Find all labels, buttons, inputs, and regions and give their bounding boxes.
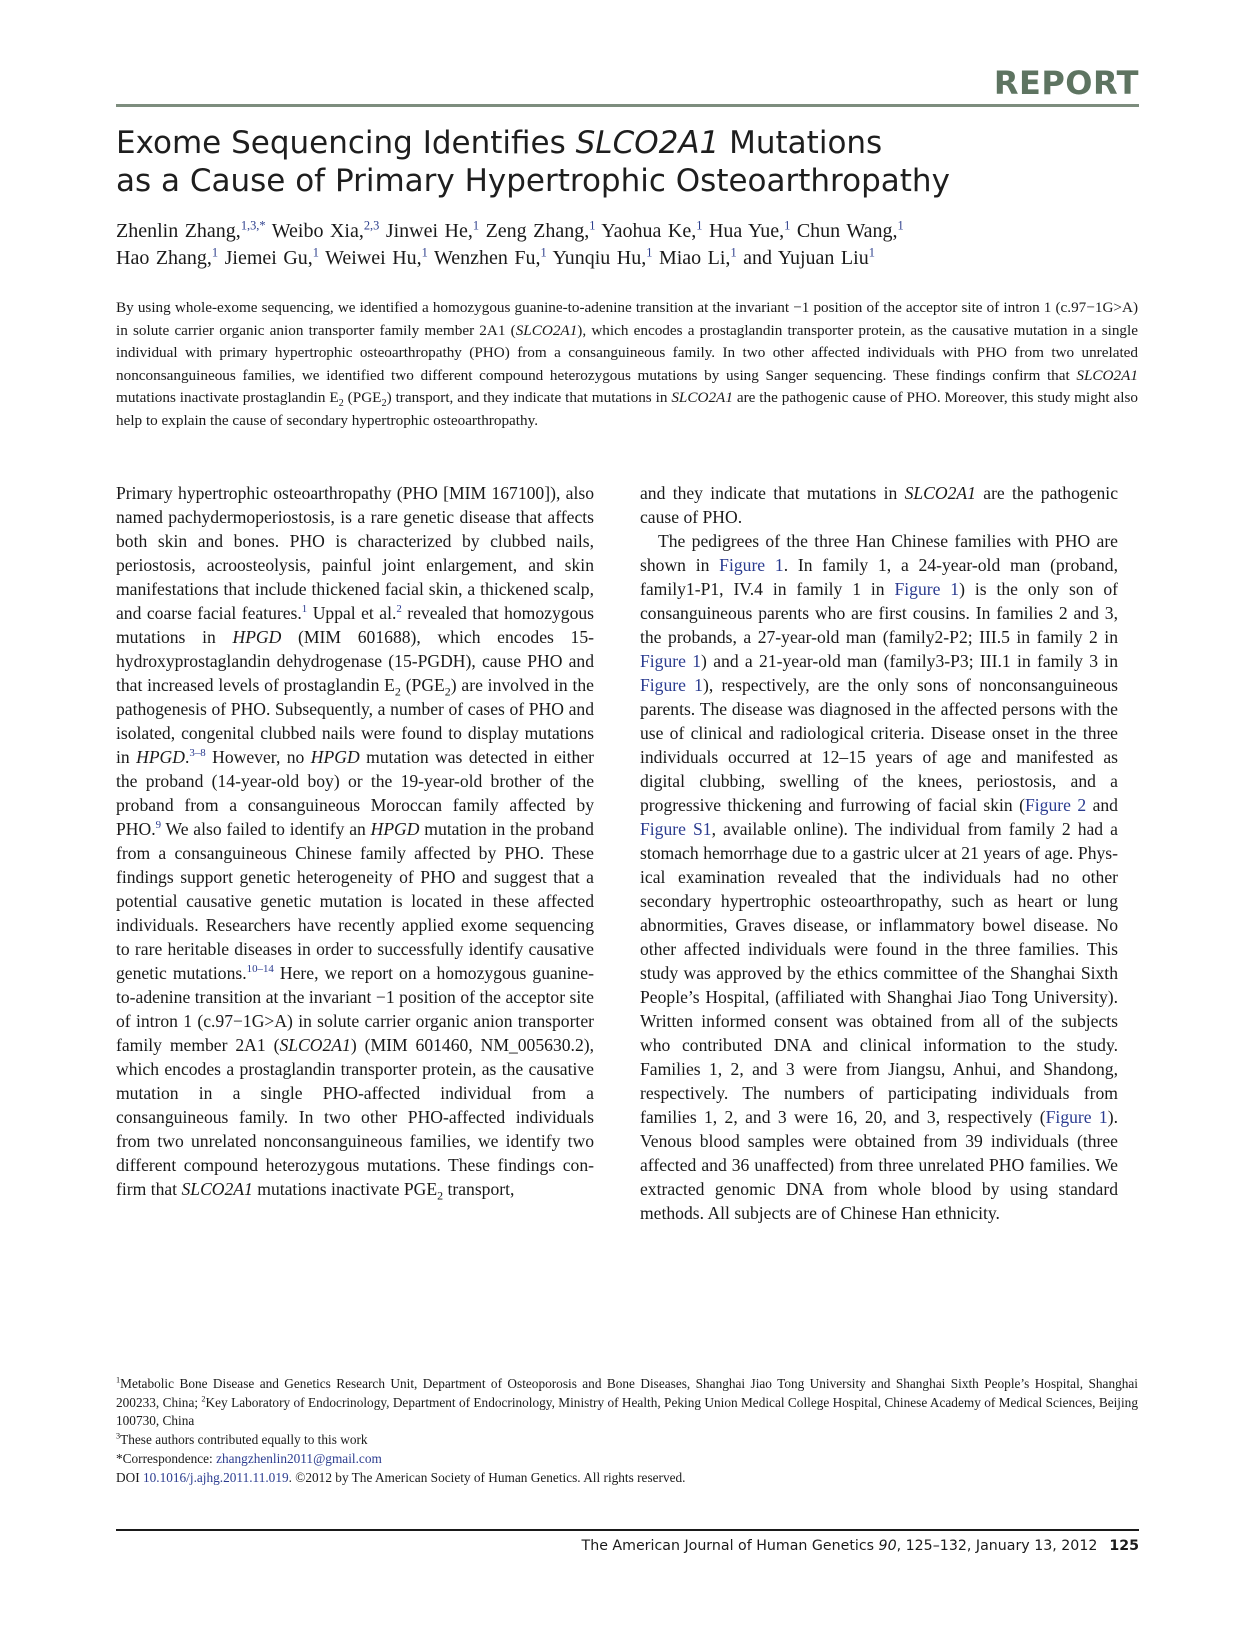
author-affiliation: 1 (730, 245, 737, 260)
author-affiliation: 2,3 (363, 218, 380, 233)
author-affiliation: 1 (421, 245, 428, 260)
author-name: and Yujuan Liu (743, 247, 869, 269)
figure-link[interactable]: Figure 1 (894, 579, 960, 599)
correspondence-footnote: *Correspondence: zhangzhenlin2011@gmail.com (116, 1450, 382, 1466)
body-column-right (640, 481, 1118, 1225)
header-rule (116, 104, 1139, 107)
author-name: Weiwei Hu, (325, 247, 422, 269)
author-name: Yunqiu Hu, (552, 247, 647, 269)
title-line-1: Exome Sequencing Identifies SLCO2A1 Mutations (116, 125, 883, 161)
author-affiliation: 1 (211, 245, 219, 260)
title-gene: SLCO2A1 (575, 125, 720, 161)
footnotes (116, 1375, 1138, 1487)
author-name: Jiemei Gu, (224, 247, 313, 269)
author-name: Jinwei He, (385, 220, 473, 242)
reference-link[interactable]: 10–14 (246, 963, 274, 976)
author-line-1 (116, 218, 1146, 245)
journal-footer: The American Journal of Human Genetics 90, 125–132, January 13, 2012 125 (581, 1538, 1139, 1554)
author-affiliation: 1 (646, 245, 653, 260)
body-paragraph: Primary hypertrophic osteoarthropathy (PHO [MIM 167100]), also named pachydermoperiostosis, is a rare genetic disease that affects both skin and bones. PHO is characterized by clubbed nails, periostosis, acroosteolysis, painful joint enlargement, and skin manifestations that include thickened facial skin, a thickened scalp, and coarse facial features.$^1$ Uppal et al.$^2$ revealed that homozygous mutations in HPGD (MIM 601688), which encodes 15-hydroxyprostaglandin dehydrogenase (15-PGDH), cause PHO and that increased levels of prostaglandin $E_2$ $(PGE_2)$ are involved in the pathogenesis of PHO. Subsequently, a number of cases of PHO and isolated, congenital clubbed nails were found to display mutations in HPGD.$^{3-8}$ However, no HPGD mutation was detected in either the proband (14-year-old boy) or the 19-year-old brother of the proband from a consanguineous Moroccan family affected by PHO.$^9$ We also failed to identify an HPGD mutation in the proband from a consanguineous Chinese family affected by PHO. These findings support genetic heterogeneity of PHO and suggest that a potential causative genetic mutation is located in these affected individuals. Researchers have recently applied exome sequencing to rare heritable diseases in order to successfully identify causative genetic mutations.$^{10-14}$ Here, we report on a homozygous guanine-to-adenine transition at the invariant −1 position of the acceptor site of intron 1 (c.97−1G>A) in solute carrier organic anion transporter family member 2A1 (SLCO2A1) (MIM 601460, NM_005630.2), which encodes a prostaglandin transporter protein, as the causative mutation in a single PHO-affected individual from a consanguineous family. In two other PHO-affected individuals from two unrelated nonconsanguineous families, we identify two different compound heterozygous mutations. These findings confirm that SLCO2A1 mutations inactivate $PGE_2$ transport, (116, 483, 595, 1203)
gene-name: SLCO2A1 (904, 483, 976, 503)
author-line-2 (116, 245, 1146, 272)
gene-name: SLCO2A1 (515, 321, 578, 339)
author-list (116, 218, 1146, 272)
gene-name: HPGD (310, 747, 360, 767)
page-number: 125 (1109, 1538, 1139, 1554)
author-name: Hao Zhang, (116, 247, 212, 269)
reference-link[interactable]: 2 (396, 603, 402, 616)
author-affiliation: 1 (540, 245, 547, 260)
section-label: REPORT (993, 64, 1139, 102)
article-title (116, 124, 1136, 200)
figure-link[interactable]: Figure 1 (719, 555, 784, 575)
gene-name: SLCO2A1 (181, 1179, 253, 1199)
author-name: Zhenlin Zhang, (116, 220, 241, 242)
footer-rule (116, 1529, 1139, 1531)
gene-name: HPGD (232, 627, 282, 647)
reference-link[interactable]: 3–8 (189, 747, 206, 760)
author-name: Yaohua Ke, (601, 220, 697, 242)
gene-name: HPGD (370, 819, 420, 839)
body-paragraph: and they indicate that mutations in SLCO2A1 are the pathogenic cause of PHO. (640, 483, 1118, 527)
author-affiliation: 1 (312, 245, 319, 260)
gene-name: SLCO2A1 (1076, 366, 1138, 384)
title-line-2: as a Cause of Primary Hypertrophic Osteoarthropathy (116, 163, 950, 199)
body-column-left (116, 481, 594, 1201)
equal-contribution-footnote: $^3$These authors contributed equally to this work (116, 1431, 368, 1448)
author-name: Miao Li, (658, 247, 731, 269)
author-name: Weibo Xia, (271, 220, 364, 242)
doi-link[interactable]: 10.1016/j.ajhg.2011.11.019 (142, 1469, 289, 1485)
affiliations-footnote: $^1$Metabolic Bone Disease and Genetics Research Unit, Department of Osteoporosis and Bone Diseases, Shanghai Jiao Tong University and Shanghai Sixth People’s Hospital, Shanghai 200233, China; $^2$Key Laboratory of Endocrinology, Department of Endocrinology, Ministry of Health, Peking Union Medical College Hospital, Chinese Academy of Medical Sciences, Beijing 100730, China (116, 1375, 1138, 1429)
reference-link[interactable]: 9 (155, 819, 162, 832)
author-name: Chun Wang, (796, 220, 898, 242)
author-affiliation: 1 (897, 218, 904, 233)
gene-name: HPGD (136, 747, 185, 767)
author-affiliation: 1 (589, 218, 596, 233)
figure-link[interactable]: Figure 1 (640, 675, 703, 695)
figure-link[interactable]: Figure S1 (640, 819, 712, 839)
figure-link[interactable]: Figure 1 (640, 651, 702, 671)
author-name: Hua Yue, (708, 220, 785, 242)
gene-name: SLCO2A1 (671, 389, 733, 406)
abstract (116, 297, 1138, 432)
author-affiliation: 1 (696, 218, 703, 233)
author-name: Zeng Zhang, (485, 220, 590, 242)
author-affiliation: 1 (784, 218, 791, 233)
reference-link[interactable]: 1 (301, 603, 308, 616)
author-affiliation: 1 (472, 218, 480, 233)
author-name: Wenzhen Fu, (434, 247, 541, 269)
figure-link[interactable]: Figure 2 (1025, 795, 1087, 815)
body-paragraph: The pedigrees of the three Han Chinese families with PHO are shown in Figure 1. In family 1, a 24-year-old man (proband, family1-P1, IV.4 in family 1 in Figure 1) is the only son of consanguineous parents who are first cousins. In families 2 and 3, the probands, a 27-year-old man (family2-P2; III.5 in family 2 in Figure 1) and a 21-year-old man (family3-P3; III.1 in family 3 in Figure 1), respectively, are the only sons of nonconsanguineous parents. The disease was diagnosed in the affected persons with the use of clinical and radiological criteria. Disease onset in the three individuals occurred at 12–15 years of age and manifested as digital clubbing, swelling of the knees, periostosis, and a progressive thickening and furrowing of facial skin (Figure 2 and Figure S1, available online). The individual from family 2 had a stomach hemorrhage due to a gastric ulcer at 21 years of age. Physical examination revealed that the individuals had no other secondary hypertrophic osteoarthropathy, such as heart or lung abnormities, Graves disease, or inflammatory bowel disease. No other affected individuals were found in the three families. This study was approved by the ethics committee of the Shanghai Sixth People’s Hospital, (affiliated with Shanghai Jiao Tong University). Written informed consent was obtained from all of the subjects who contributed DNA and clinical information to the study. Families 1, 2, and 3 were from Jiangsu, Anhui, and Shandong, respectively. The numbers of participating individuals from families 1, 2, and 3 were 16, 20, and 3, respectively (Figure 1). Venous blood samples were obtained from 39 individuals (three affected and 36 unaffected) from three unrelated PHO families. We extracted genomic DNA from whole blood by using standard methods. All subjects are of Chinese Han ethnicity. (640, 531, 1119, 1223)
author-affiliation: 1,3,* (240, 218, 266, 233)
figure-link[interactable]: Figure 1 (1045, 1107, 1108, 1127)
gene-name: SLCO2A1 (279, 1035, 351, 1055)
doi-footnote: DOI 10.1016/j.ajhg.2011.11.019. ©2012 by The American Society of Human Genetics. All rights reserved. (116, 1469, 686, 1485)
author-affiliation: 1 (868, 245, 875, 260)
volume-number: 90 (878, 1538, 897, 1554)
correspondence-email-link[interactable]: zhangzhenlin2011@gmail.com (216, 1450, 382, 1466)
abstract-text: By using whole-exome sequencing, we identified a homozygous guanine-to-adenine transition at the invariant −1 position of the acceptor site of intron 1 (c.97−1G>A) in solute carrier organic anion transporter family member 2A1 (SLCO2A1), which encodes a prostaglandin transporter protein, as the causative mutation in a single individual with primary hypertrophic osteoarthropathy (PHO) from a consanguineous family. In two other affected individuals with PHO from two unrelated nonconsanguineous families, we identified two different compound heterozygous mutations by using Sanger sequencing. These findings confirm that SLCO2A1 mutations inactivate prostaglandin $E_2$ $(PGE_2)$ transport, and they indicate that mutations in SLCO2A1 are the pathogenic cause of PHO. Moreover, this study might also help to explain the cause of secondary hypertrophic osteoarthropathy. (116, 299, 1138, 429)
